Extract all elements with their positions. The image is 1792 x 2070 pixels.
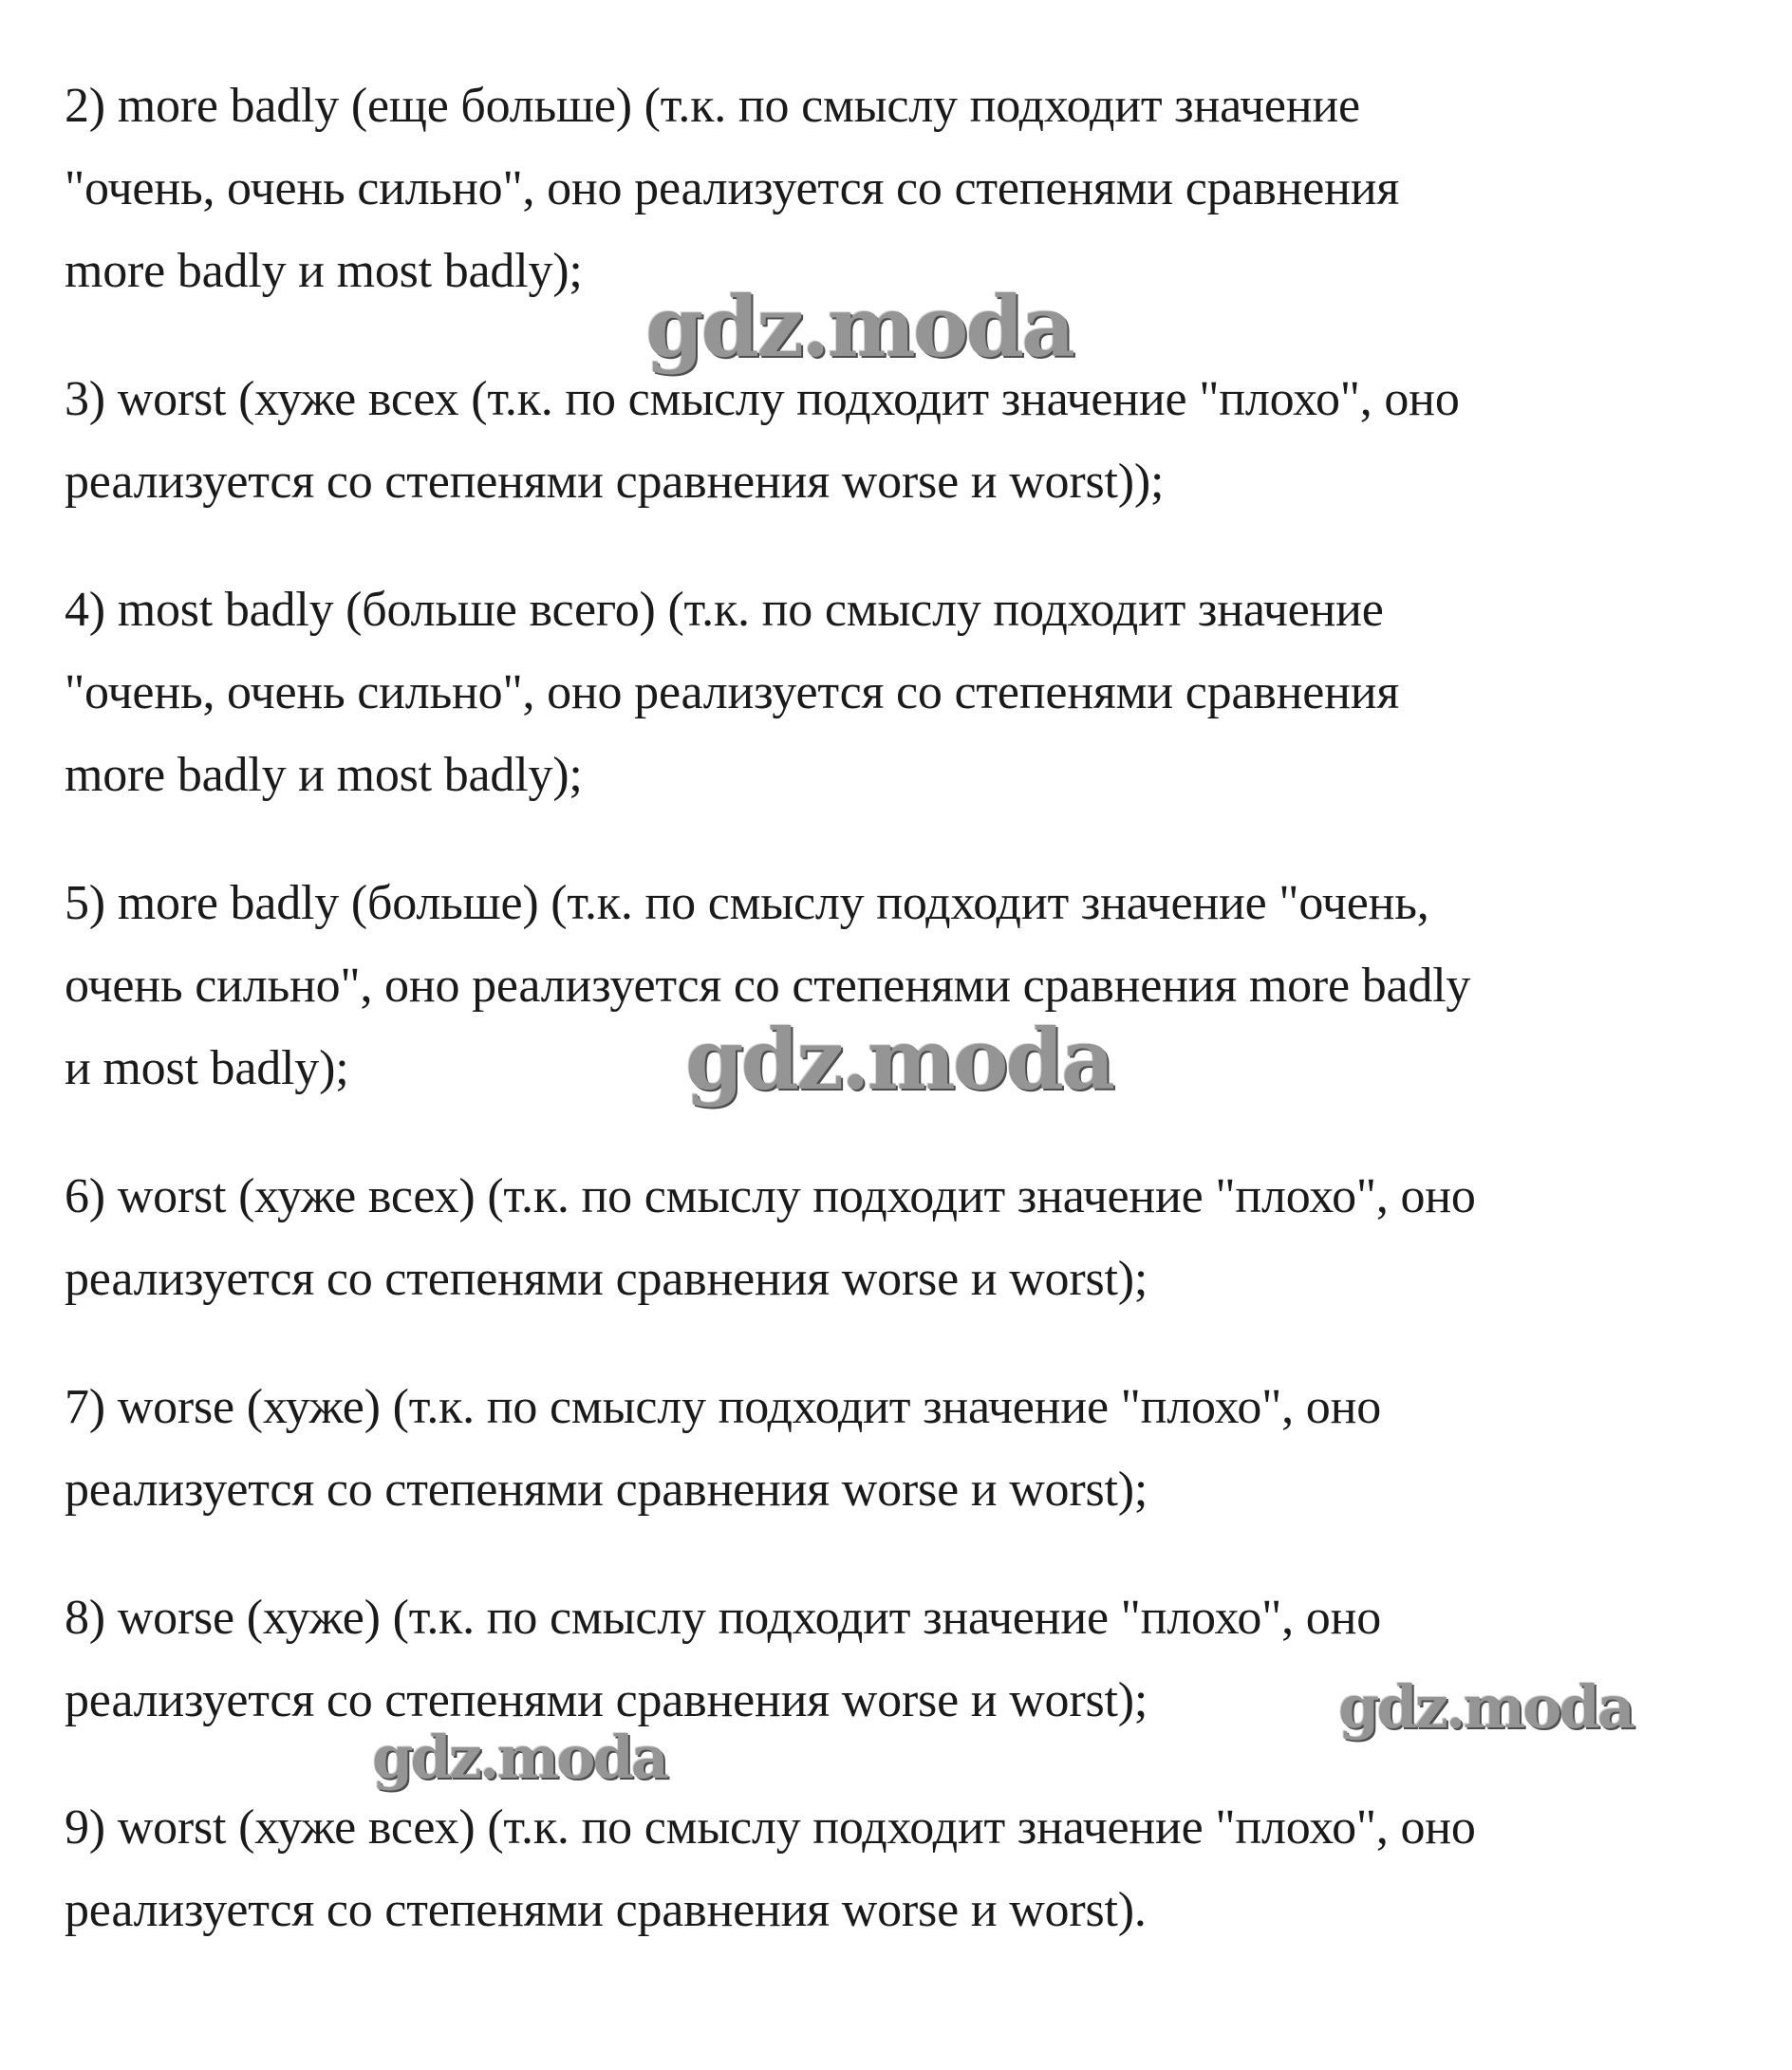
answer-line: 4) most badly (больше всего) (т.к. по смыслу подходит значение bbox=[65, 583, 1384, 637]
answer-line: реализуется со степенями сравнения worse и worst)); bbox=[65, 455, 1165, 509]
answer-line: "очень, очень сильно", оно реализуется со степенями сравнения bbox=[65, 665, 1400, 719]
watermark-logo: gdz.moda bbox=[372, 1723, 666, 1792]
answer-line: 8) worse (хуже) (т.к. по смыслу подходит значение "плохо", оно bbox=[65, 1591, 1382, 1645]
watermark-logo: gdz.moda bbox=[645, 277, 1073, 376]
answer-line: реализуется со степенями сравнения worse и worst). bbox=[65, 1883, 1147, 1937]
watermark-logo: gdz.moda bbox=[685, 1010, 1113, 1109]
watermark-logo: gdz.moda bbox=[1338, 1672, 1633, 1742]
answer-9 bbox=[65, 1786, 1735, 1951]
answer-line: 5) more badly (больше) (т.к. по смыслу подходит значение "очень, bbox=[65, 876, 1429, 930]
answer-2 bbox=[65, 65, 1735, 312]
answer-3 bbox=[65, 358, 1735, 523]
answer-line: 3) worst (хуже всех (т.к. по смыслу подходит значение "плохо", оно bbox=[65, 372, 1460, 426]
answer-line: и most badly); bbox=[65, 1041, 349, 1095]
answer-line: "очень, очень сильно", оно реализуется со степенями сравнения bbox=[65, 161, 1400, 215]
answer-line: 6) worst (хуже всех) (т.к. по смыслу подходит значение "плохо", оно bbox=[65, 1169, 1476, 1223]
answer-6 bbox=[65, 1155, 1735, 1320]
answer-line: реализуется со степенями сравнения worse и worst); bbox=[65, 1252, 1148, 1306]
answer-line: 2) more badly (еще больше) (т.к. по смыслу подходит значение bbox=[65, 79, 1360, 133]
answer-7 bbox=[65, 1366, 1735, 1531]
answer-4 bbox=[65, 569, 1735, 816]
answer-line: 7) worse (хуже) (т.к. по смыслу подходит значение "плохо", оно bbox=[65, 1380, 1382, 1434]
answer-line: очень сильно", оно реализуется со степенями сравнения more badly bbox=[65, 959, 1471, 1013]
answer-line: more badly и most badly); bbox=[65, 748, 583, 802]
answer-line: реализуется со степенями сравнения worse и worst); bbox=[65, 1463, 1148, 1517]
answer-line: 9) worst (хуже всех) (т.к. по смыслу подходит значение "плохо", оно bbox=[65, 1800, 1476, 1855]
answer-line: реализуется со степенями сравнения worse и worst); bbox=[65, 1673, 1148, 1727]
answer-line: more badly и most badly); bbox=[65, 244, 583, 298]
